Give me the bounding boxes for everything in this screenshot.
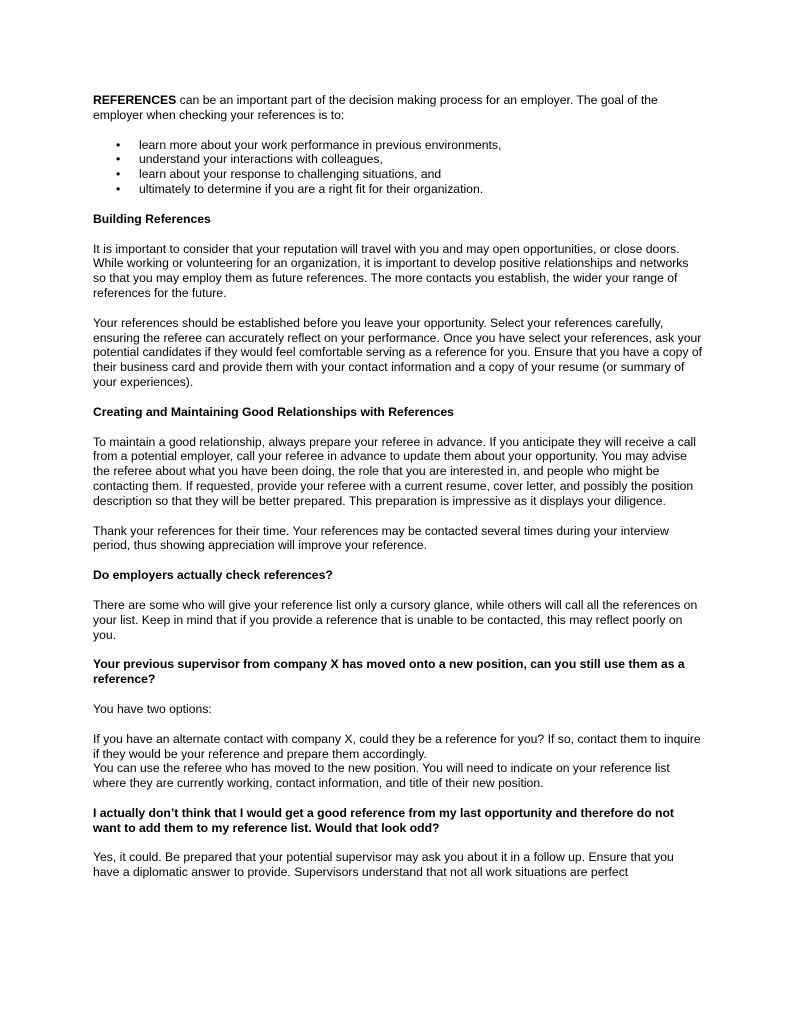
- section-heading-building: Building References: [93, 211, 211, 226]
- bullet-list: [93, 138, 703, 197]
- list-item: [93, 138, 703, 153]
- bullet-icon: •: [116, 167, 121, 182]
- section-heading-maintaining: Creating and Maintaining Good Relationships with References: [93, 404, 454, 419]
- building-paragraph-1: It is important to consider that your reputation will travel with you and may open opportunities, or close doors. While working or volunteering for an organization, it is important to develop positive relationships and networks so that you may employ them as future references. The more contacts you establish, the wider your range of references for the future.: [93, 241, 689, 300]
- odd-paragraph-1: Yes, it could. Be prepared that your potential supervisor may ask you about it in a follow up. Ensure that you have a diplomatic answer to provide. Supervisors understand that not all work situations are perfect: [93, 850, 674, 880]
- bullet-icon: •: [116, 137, 121, 152]
- supervisor-paragraph-3: You can use the referee who has moved to the new position. You will need to indicate on your reference list where they are currently working, contact information, and title of their new position.: [93, 761, 670, 791]
- bullet-text: ultimately to determine if you are a right fit for their organization.: [139, 181, 484, 196]
- check-paragraph-1: There are some who will give your reference list only a cursory glance, while others will call all the references on your list. Keep in mind that if you provide a reference that is unable to be contacted, this may reflect poorly on you.: [93, 597, 698, 642]
- supervisor-paragraph-1: You have two options:: [93, 701, 212, 716]
- bullet-icon: •: [116, 152, 121, 167]
- intro-paragraph: [93, 93, 703, 123]
- intro-text: can be an important part of the decision making process for an employer. The goal of the employer when checking your references is to:: [93, 93, 658, 122]
- list-item: [93, 152, 703, 167]
- bullet-icon: •: [116, 181, 121, 196]
- bullet-text: learn more about your work performance in previous environments,: [139, 137, 502, 152]
- bullet-text: understand your interactions with colleagues,: [139, 152, 383, 167]
- list-item: [93, 167, 703, 182]
- section-heading-supervisor: Your previous supervisor from company X has moved onto a new position, can you still use them as a reference?: [93, 657, 685, 687]
- maintaining-paragraph-2: Thank your references for their time. Your references may be contacted several times during your interview period, thus showing appreciation will improve your reference.: [93, 523, 669, 553]
- maintaining-paragraph-1: To maintain a good relationship, always prepare your referee in advance. If you anticipate they will receive a call from a potential employer, call your referee in advance to update them about your opportunity. You may advise the referee about what you have been doing, the role that you are interested in, and people who might be contacting them. If requested, provide your referee with a current resume, cover letter, and possibly the position description so that they will be better prepared. This preparation is impressive as it displays your diligence.: [93, 434, 696, 508]
- bullet-text: learn about your response to challenging situations, and: [139, 167, 442, 182]
- section-heading-odd: I actually don’t think that I would get a good reference from my last opportunity and therefore do not want to add them to my reference list. Would that look odd?: [93, 805, 674, 835]
- list-item: [93, 182, 703, 197]
- supervisor-paragraph-2: If you have an alternate contact with company X, could they be a reference for you? If so, contact them to inquire if they would be your reference and prepare them accordingly.: [93, 731, 701, 761]
- document-page: [93, 93, 703, 895]
- building-paragraph-2: Your references should be established before you leave your opportunity. Select your references carefully, ensuring the referee can accurately reflect on your performance. Once you have select your references, ask your potential candidates if they would feel comfortable serving as a reference for you. Ensure that you have a copy of their business card and provide them with your contact information and a copy of your resume (or summary of your experiences).: [93, 315, 703, 389]
- section-heading-check: Do employers actually check references?: [93, 568, 333, 583]
- intro-lead: REFERENCES: [93, 93, 177, 107]
